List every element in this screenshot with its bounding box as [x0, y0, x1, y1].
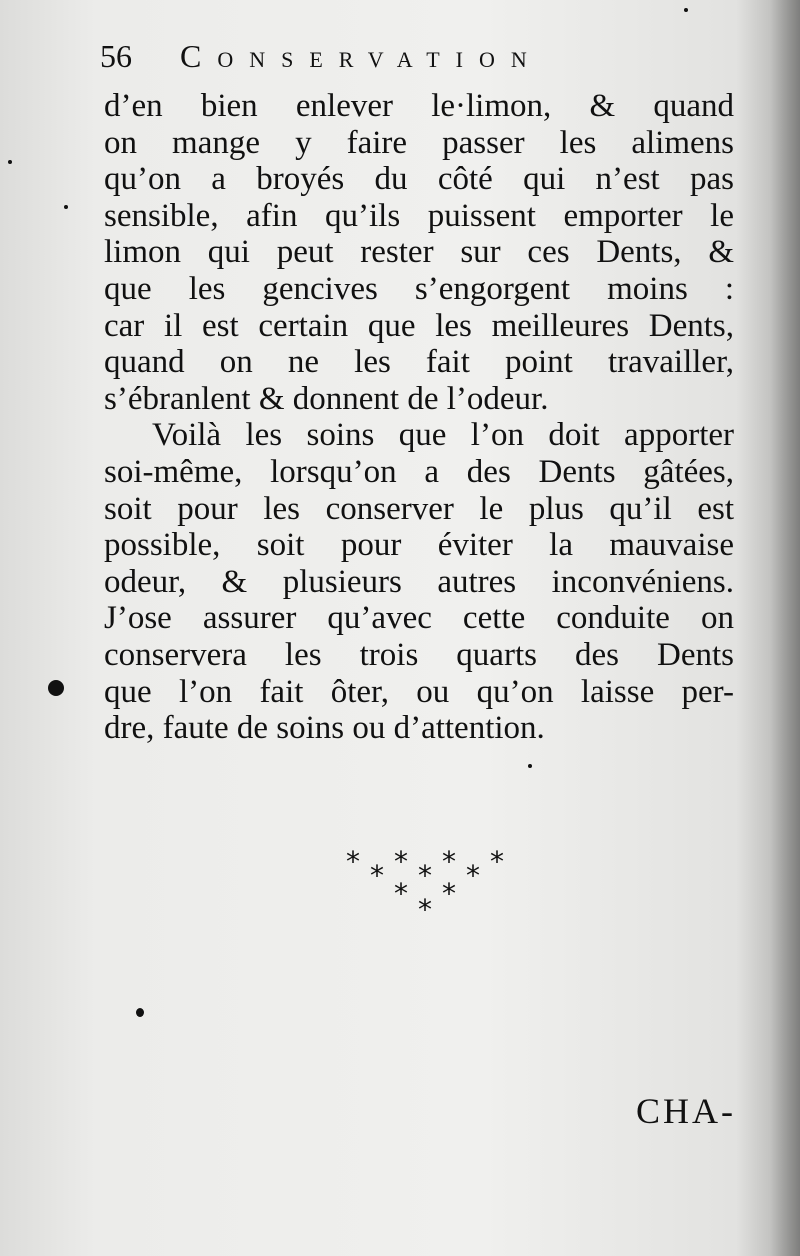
text-line: sensible, afin qu’ils puissent emporter le — [104, 197, 734, 234]
text-line: dre, faute de soins ou d’attention. — [104, 710, 545, 747]
catchword: CHA- — [636, 1091, 736, 1131]
ornament-asterisk: * — [418, 893, 432, 926]
running-title: Conservation — [180, 38, 543, 74]
text-line: d’en bien enlever le·limon, & quand — [104, 88, 734, 124]
ornament-asterisk: * — [394, 845, 408, 878]
ornament-asterisk: * — [394, 877, 408, 910]
ornament-asterisk: * — [442, 877, 456, 910]
page-number: 56 — [100, 38, 132, 74]
text-line: soit pour les conserver le plus qu’il est — [104, 490, 734, 527]
ink-speck — [48, 680, 64, 696]
ornament-asterisk: * — [418, 859, 432, 892]
text-line: car il est certain que les meilleures Dents, — [104, 307, 734, 344]
ornament-asterisk: * — [370, 859, 384, 892]
ornament-asterisk: * — [466, 859, 480, 892]
text-line: odeur, & plusieurs autres inconvéniens. — [104, 563, 734, 600]
text-line: conservera les trois quarts des Dents — [104, 636, 734, 673]
ink-speck — [136, 1008, 144, 1017]
text-line: on mange y faire passer les alimens — [104, 124, 734, 161]
ornament-asterisk: * — [490, 845, 504, 878]
text-line: limon qui peut rester sur ces Dents, & — [104, 234, 734, 271]
ornament-asterisk: * — [442, 845, 456, 878]
text-line: qu’on a broyés du côté qui n’est pas — [104, 161, 734, 198]
text-line: soi-même, lorsqu’on a des Dents gâtées, — [104, 453, 734, 490]
ink-speck — [8, 160, 12, 164]
asterisk-ornament — [340, 840, 530, 926]
text-line: J’ose assurer qu’avec cette conduite on — [104, 600, 734, 637]
running-head — [100, 38, 740, 82]
text-line: que les gencives s’engorgent moins : — [104, 270, 734, 307]
text-line: quand on ne les fait point travailler, — [104, 344, 734, 381]
body-text — [104, 88, 734, 747]
ink-speck — [684, 8, 688, 12]
page-edge-shadow — [770, 0, 800, 1256]
text-line: que l’on fait ôter, ou qu’on laisse per- — [104, 673, 734, 710]
ink-speck — [528, 764, 532, 768]
ornament-asterisk: * — [346, 845, 360, 878]
text-line: s’ébranlent & donnent de l’odeur. — [104, 380, 549, 417]
text-line: Voilà les soins que l’on doit apporter — [152, 417, 734, 454]
text-line: possible, soit pour éviter la mauvaise — [104, 527, 734, 564]
ink-speck — [64, 205, 68, 209]
